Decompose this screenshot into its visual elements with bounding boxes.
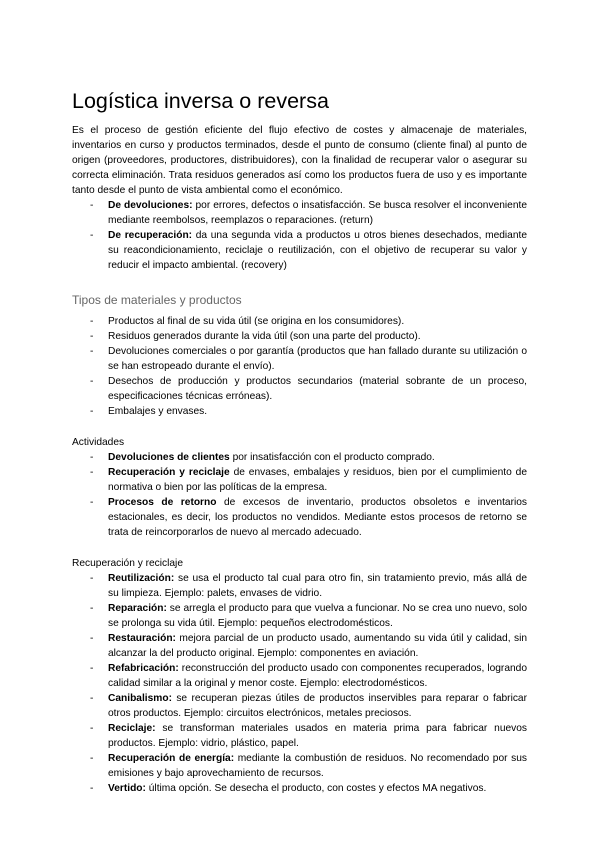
dash-bullet: - [90,230,94,241]
list-item [72,374,527,404]
term: Vertido: [108,783,146,794]
list-item [72,691,527,721]
list-item [72,228,527,273]
item-text: Productos al final de su vida útil (se origina en los consumidores). [108,316,405,327]
list-item [72,495,527,540]
dash-bullet: - [90,316,94,327]
item-text: Residuos generados durante la vida útil (son una parte del producto). [108,331,421,342]
list-item [72,314,527,329]
term: Reutilización: [108,573,175,584]
dash-bullet: - [90,603,94,614]
list-item [72,781,527,796]
term-text: se arregla el producto para que vuelva a funcionar. No se crea uno nuevo, solo se prolonga su vida útil. Ejemplo: pequeños electrodomésticos. [108,603,527,629]
list-item [72,631,527,661]
intro-paragraph: Es el proceso de gestión eficiente del flujo efectivo de costes y almacenaje de materiales, inventarios en curso y productos terminados, desde el punto de consumo (cliente final) al punto de origen (proveedores, productores, distribuidores), con la finalidad de recuperar valor o asegurar su correcta eliminación. Trata residuos generados así como los productos fuera de uso y es importante tanto desde el punto de vista ambiental como el económico. [72,125,527,196]
dash-bullet: - [90,783,94,794]
item-text: Embalajes y envases. [108,406,208,417]
list-item [72,450,527,465]
term-text: por errores, defectos o insatisfacción. Se busca resolver el inconveniente mediante reembolsos, reemplazos o reparaciones. (return) [108,200,527,226]
dash-bullet: - [90,723,94,734]
term: Procesos de retorno [108,497,217,508]
section-heading-recovery: Recuperación y reciclaje [72,558,183,569]
item-text: Devoluciones comerciales o por garantía (productos que han fallado durante su utilización o se han estropeado durante el envío). [108,346,527,372]
term: Restauración: [108,633,176,644]
list-item [72,198,527,228]
list-item [72,661,527,691]
page-title: Logística inversa o reversa [72,89,329,113]
term: Recuperación de energía: [108,753,235,764]
activities-list [72,450,527,540]
list-item [72,329,527,344]
definitions-list [72,198,527,273]
dash-bullet: - [90,346,94,357]
dash-bullet: - [90,497,94,508]
list-item [72,404,527,419]
term-text: se transforman materiales usados en materia prima para fabricar nuevos productos. Ejemplo: vidrio, plástico, papel. [108,723,527,749]
term-text: mejora parcial de un producto usado, aumentando su vida útil y calidad, sin alcanzar la del producto original. Ejemplo: componentes en aviación. [108,633,527,659]
materials-list [72,314,527,419]
dash-bullet: - [90,633,94,644]
term: Reparación: [108,603,167,614]
section-heading-materials: Tipos de materiales y productos [72,293,242,307]
list-item [72,751,527,781]
term-text: mediante la combustión de residuos. No recomendado por sus emisiones y bajo aprovechamiento de recursos. [108,753,527,779]
term: De recuperación: [108,230,193,241]
term-text: se usa el producto tal cual para otro fin, sin tratamiento previo, más allá de su limpieza. Ejemplo: palets, envases de vidrio. [108,573,527,599]
dash-bullet: - [90,452,94,463]
dash-bullet: - [90,467,94,478]
dash-bullet: - [90,693,94,704]
term-text: última opción. Se desecha el producto, con costes y efectos MA negativos. [145,783,487,794]
dash-bullet: - [90,406,94,417]
dash-bullet: - [90,200,94,211]
list-item [72,344,527,374]
term-text: por insatisfacción con el producto comprado. [229,452,435,463]
term-text: se recuperan piezas útiles de productos inservibles para reparar o fabricar otros productos. Ejemplo: circuitos electrónicos, metales preciosos. [108,693,527,719]
term-text: da una segunda vida a productos u otros bienes desechados, mediante su reacondicionamiento, reciclaje o reutilización, con el objetivo de recuperar su valor y reducir el impacto ambiental. (recovery) [108,230,527,271]
term: De devoluciones: [108,200,193,211]
term: Canibalismo: [108,693,172,704]
dash-bullet: - [90,376,94,387]
term: Reciclaje: [108,723,156,734]
dash-bullet: - [90,753,94,764]
term: Recuperación y reciclaje [108,467,230,478]
term-text: de envases, embalajes y residuos, bien por el cumplimiento de normativa o bien por las políticas de la empresa. [108,467,528,493]
term: Refabricación: [108,663,179,674]
list-item [72,721,527,751]
term: Devoluciones de clientes [108,452,230,463]
dash-bullet: - [90,663,94,674]
document-page [72,88,527,796]
term-text: reconstrucción del producto usado con componentes recuperados, logrando calidad similar a la original y menor coste. Ejemplo: electrodomésticos. [108,663,527,689]
list-item [72,601,527,631]
section-heading-activities: Actividades [72,437,125,448]
term-text: de excesos de inventario, productos obsoletos e inventarios estacionales, es decir, los productos no vendidos. Mediante estos procesos de retorno se trata de reincorporarlos de nuevo al mercado adecuado. [108,497,527,538]
item-text: Desechos de producción y productos secundarios (material sobrante de un proceso, especificaciones técnicas erróneas). [108,376,527,402]
list-item [72,571,527,601]
dash-bullet: - [90,331,94,342]
list-item [72,465,527,495]
recovery-list [72,571,527,796]
dash-bullet: - [90,573,94,584]
